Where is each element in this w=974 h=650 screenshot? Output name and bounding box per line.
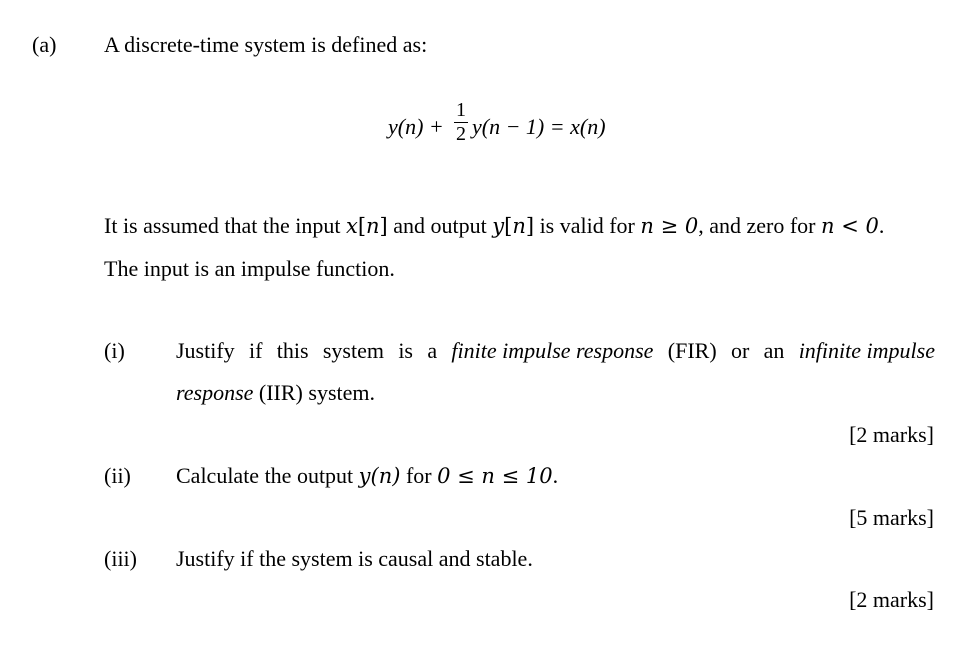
word: a <box>427 338 438 363</box>
term-response: response <box>176 380 254 405</box>
question-i-number: (i) <box>104 338 125 363</box>
assumption-text <box>104 213 884 239</box>
math-n-geq-0: n ≥ 0 <box>640 214 699 238</box>
math-range: 0 ≤ n ≤ 10 <box>437 464 553 488</box>
assumption-t1: It is assumed that the input <box>104 213 346 238</box>
math-y-of-n: y(n) <box>358 464 401 488</box>
question-iii-number: (iii) <box>104 546 137 571</box>
equation-lhs: y(n) + <box>388 114 444 139</box>
question-ii-t2: for <box>400 463 438 488</box>
question-i-line1 <box>176 338 935 364</box>
assumption-t3: is valid for <box>534 213 641 238</box>
math-y-n: y[n] <box>492 214 535 238</box>
word: (FIR) <box>667 338 717 363</box>
question-ii-t3: . <box>552 463 559 488</box>
assumption-t4: , and zero for <box>698 213 822 238</box>
term-iir: infinite impulse <box>798 338 935 363</box>
word: Justify <box>176 338 235 363</box>
word: an <box>763 338 785 363</box>
math-n-lt-0: n < 0 <box>821 214 879 238</box>
word: if <box>249 338 263 363</box>
equation-rhs: y(n − 1) = x(n) <box>472 114 606 139</box>
math-x-n: x[n] <box>345 214 388 238</box>
intro-text: A discrete-time system is defined as: <box>104 32 428 57</box>
word: or <box>730 338 750 363</box>
question-iii-marks: [2 marks] <box>849 587 934 612</box>
part-label: (a) <box>32 32 57 57</box>
question-ii-text <box>176 463 558 489</box>
assumption-t2: and output <box>387 213 493 238</box>
assumption-t5: . <box>878 213 885 238</box>
question-iii-text: Justify if the system is causal and stable. <box>176 546 533 571</box>
question-ii-t1: Calculate the output <box>176 463 359 488</box>
question-i-marks: [2 marks] <box>849 422 934 447</box>
word: this <box>276 338 309 363</box>
word: is <box>398 338 413 363</box>
question-i-line2 <box>176 380 375 406</box>
equation-fraction <box>454 100 468 144</box>
fraction-denominator: 2 <box>456 123 466 146</box>
question-ii-marks: [5 marks] <box>849 505 934 530</box>
term-fir: finite impulse response <box>451 338 654 363</box>
fraction-numerator: 1 <box>456 99 466 121</box>
question-ii-number: (ii) <box>104 463 131 488</box>
word: system <box>322 338 384 363</box>
input-description: The input is an impulse function. <box>104 256 395 281</box>
question-i-line2-rest: (IIR) system. <box>253 380 375 405</box>
